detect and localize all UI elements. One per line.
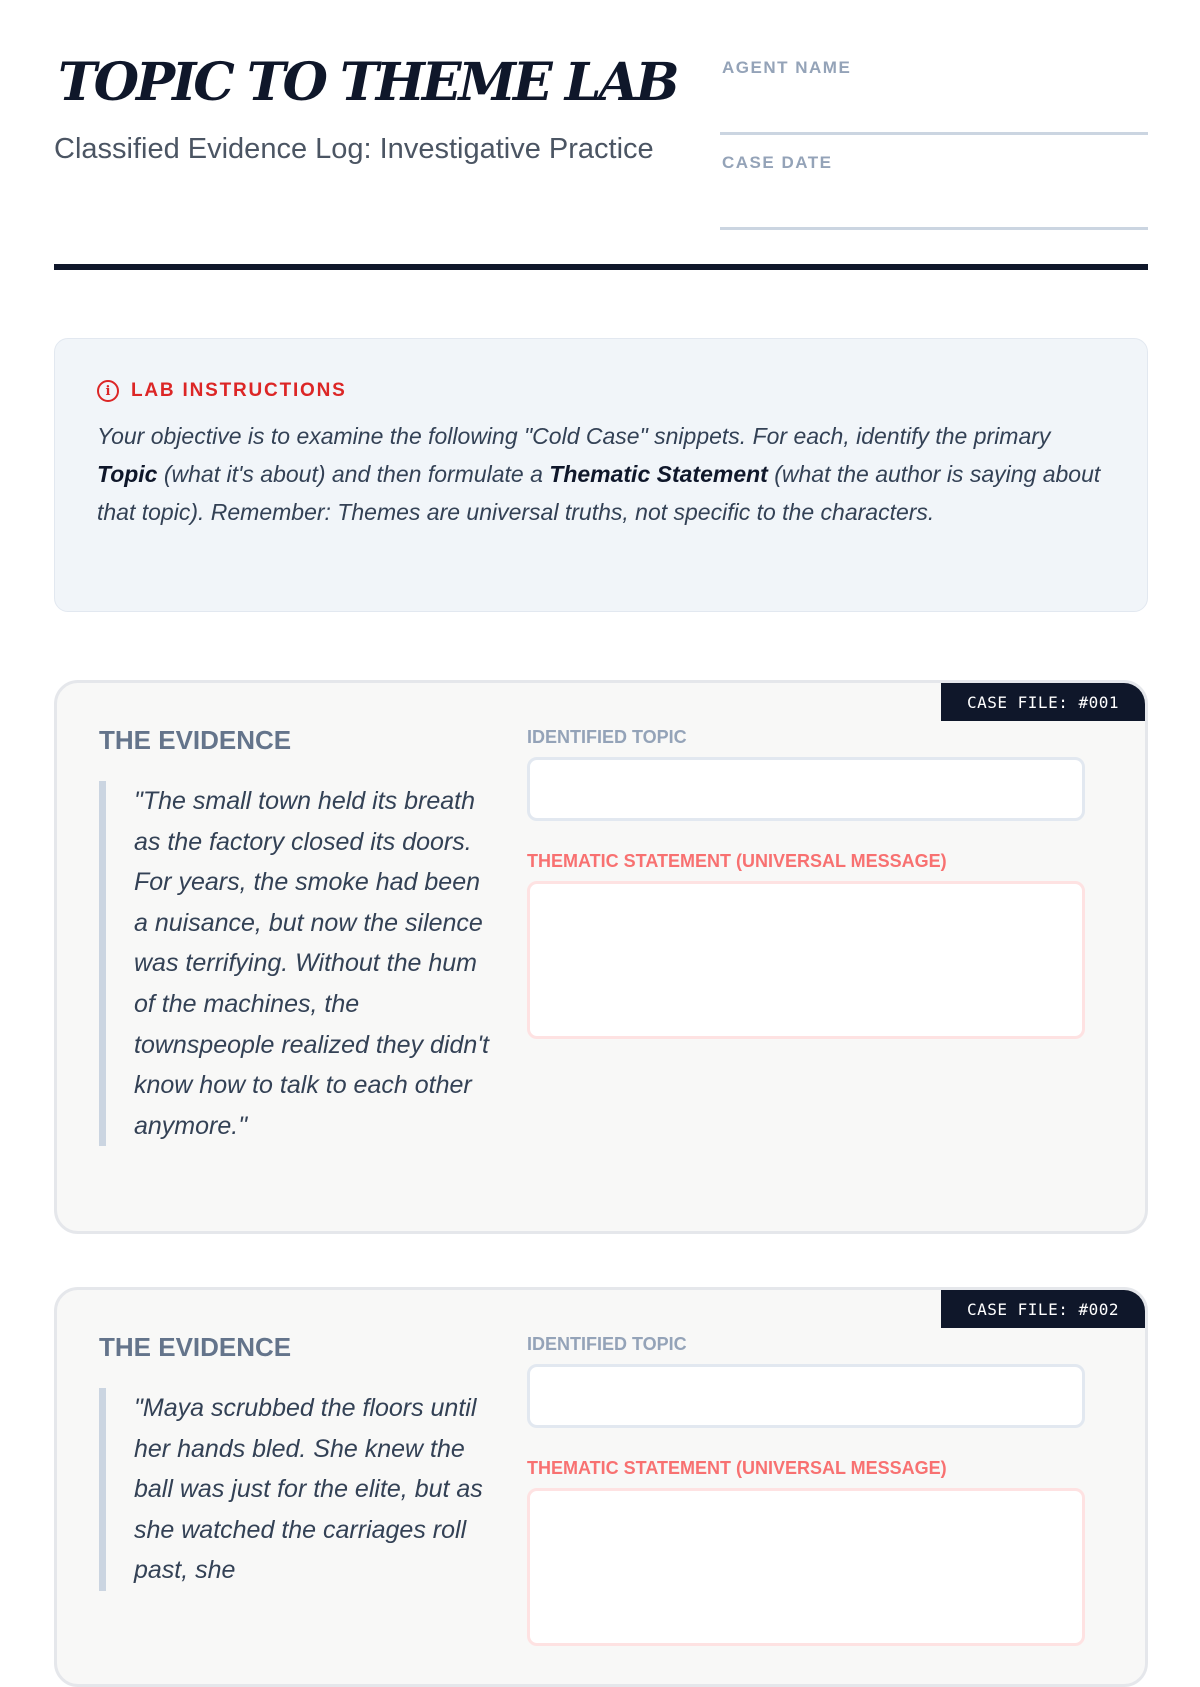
case-file-tag: CASE FILE: #001 [941, 683, 1145, 721]
thematic-statement-input[interactable] [527, 881, 1085, 1039]
case-date-field[interactable] [720, 147, 1148, 230]
header [54, 0, 1148, 272]
case-date-label: CASE DATE [722, 153, 833, 172]
case-file-tag: CASE FILE: #002 [941, 1290, 1145, 1328]
header-divider [54, 264, 1148, 270]
info-icon: i [97, 380, 119, 402]
lab-instructions-panel [54, 338, 1148, 612]
thematic-statement-emphasis: Thematic Statement [549, 461, 768, 487]
identified-topic-input[interactable] [527, 1364, 1085, 1428]
agent-name-field[interactable] [720, 52, 1148, 135]
thematic-statement-input[interactable] [527, 1488, 1085, 1646]
case-card-001 [54, 680, 1148, 1234]
identified-topic-label: IDENTIFIED TOPIC [527, 727, 687, 747]
evidence-title: THE EVIDENCE [99, 725, 292, 755]
identified-topic-label: IDENTIFIED TOPIC [527, 1334, 687, 1354]
evidence-quote: "The small town held its breath as the factory closed its doors. For years, the smoke had been a nuisance, but now the silence was terrifying. Without the hum of the machines, the townspeople realized they didn't know how to talk to each other anymore." [99, 781, 490, 1146]
case-card-002 [54, 1287, 1148, 1687]
instructions-text-part: Your objective is to examine the following "Cold Case" snippets. For each, identify the primary [97, 423, 1051, 449]
identified-topic-input[interactable] [527, 757, 1085, 821]
thematic-statement-label: THEMATIC STATEMENT (UNIVERSAL MESSAGE) [527, 1458, 947, 1478]
page-subtitle: Classified Evidence Log: Investigative Practice [54, 133, 654, 165]
worksheet-page [54, 0, 1148, 1585]
instructions-text-part: (what the author is saying about that topic). Remember: Themes are universal truths, not specific to the characters. [97, 461, 1101, 525]
header-fields [720, 52, 1148, 242]
instructions-heading [97, 377, 1105, 405]
evidence-quote: "Maya scrubbed the floors until her hands bled. She knew the ball was just for the elite, but as she watched the carriages roll past, she [99, 1388, 490, 1591]
page-title: TOPIC TO THEME LAB [58, 52, 677, 113]
thematic-statement-label: THEMATIC STATEMENT (UNIVERSAL MESSAGE) [527, 851, 947, 871]
topic-emphasis: Topic [97, 461, 158, 487]
agent-name-label: AGENT NAME [722, 58, 852, 77]
instructions-text [97, 417, 1105, 531]
evidence-title: THE EVIDENCE [99, 1332, 292, 1362]
instructions-text-part: (what it's about) and then formulate a [157, 461, 550, 487]
instructions-title: LAB INSTRUCTIONS [131, 380, 347, 401]
